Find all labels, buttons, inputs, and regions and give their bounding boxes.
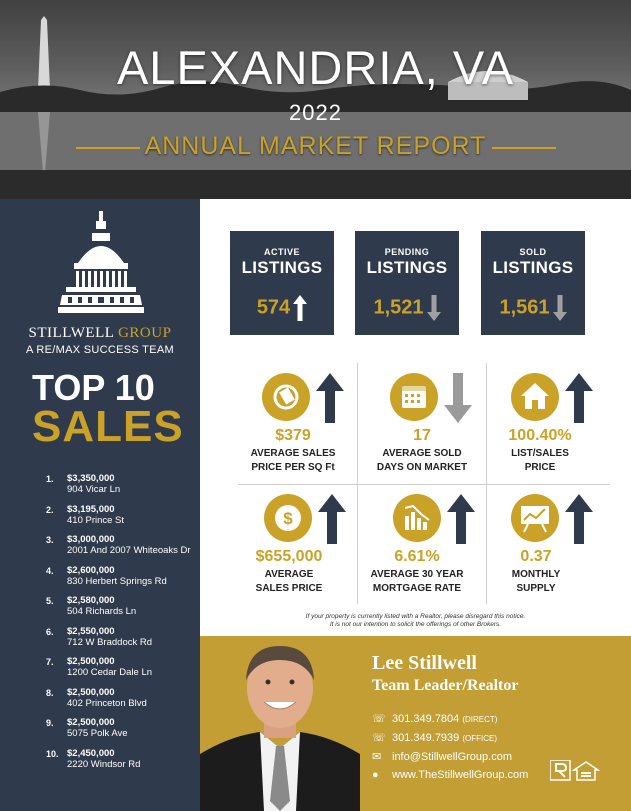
list-item [46, 534, 191, 565]
sale-rank: 8. [46, 687, 54, 698]
website-link[interactable] [372, 769, 528, 781]
listing-type: PENDING [384, 247, 430, 257]
stat-label: AVERAGE [264, 569, 314, 580]
stat-label: SUPPLY [516, 583, 556, 594]
realtor-equal-housing-logos [550, 760, 610, 782]
sale-price: $3,195,000 [67, 503, 115, 515]
pending-listings-box [355, 231, 459, 335]
stat-label: PRICE PER SQ Ft [251, 462, 335, 473]
agent-name: Lee Stillwell [372, 652, 477, 674]
stat-days-on-market [357, 427, 487, 474]
listing-label: LISTINGS [492, 258, 574, 277]
phone-office[interactable] [372, 731, 497, 744]
sale-rank: 9. [46, 718, 54, 728]
header-banner [0, 0, 631, 199]
stat-label: AVERAGE 30 YEAR [370, 569, 464, 580]
arrow-up-icon [318, 494, 346, 544]
listing-type: ACTIVE [263, 247, 300, 257]
listing-count: 1,561 [499, 296, 550, 319]
grid-divider [238, 484, 610, 485]
report-subtitle: ANNUAL MARKET REPORT [144, 132, 487, 160]
sale-address: 904 Vicar Ln [67, 484, 121, 495]
sale-address: 410 Prince St [67, 514, 125, 526]
phone-number: 301.349.7804 [392, 713, 460, 725]
arrow-down-icon [553, 295, 567, 321]
sale-rank: 4. [46, 565, 54, 576]
top-sales-heading: TOP 10 [32, 367, 155, 408]
list-item [46, 473, 191, 504]
sale-rank: 1. [46, 474, 54, 484]
agent-title: Team Leader/Realtor [372, 677, 519, 694]
listing-type: SOLD [519, 247, 547, 257]
capitol-dome-icon [58, 211, 144, 323]
bar-chart-icon [393, 494, 477, 546]
list-item [46, 717, 191, 748]
email-address: info@StillwellGroup.com [392, 751, 512, 763]
listing-label: LISTINGS [366, 258, 448, 277]
listing-count: 1,521 [373, 296, 424, 319]
sale-address: 5075 Polk Ave [67, 728, 128, 739]
sale-address: 712 W Braddock Rd [67, 636, 153, 648]
stat-label: DAYS ON MARKET [376, 462, 468, 473]
sale-price: $3,000,000 [67, 534, 115, 545]
listing-count: 574 [256, 296, 291, 319]
sale-rank: 10. [46, 748, 59, 759]
sale-address: 2001 And 2007 Whiteoaks Dr [67, 545, 191, 556]
stat-label: AVERAGE SOLD [382, 448, 462, 459]
stat-label: LIST/SALES [511, 448, 569, 459]
top-sales-heading-sales: SALES [32, 402, 184, 451]
phone-icon: ☏ [372, 713, 386, 725]
brand-name-part1: STILLWELL [28, 325, 114, 341]
arrow-down-icon [427, 295, 441, 321]
list-item [46, 565, 191, 596]
sold-listings-box [481, 231, 585, 335]
stat-mortgage-rate [352, 548, 482, 595]
top-sales-list [46, 473, 191, 778]
phone-icon: ☏ [372, 732, 386, 744]
arrow-up-icon [565, 494, 593, 544]
stat-value: $655,000 [255, 548, 323, 565]
sale-rank: 6. [46, 626, 54, 637]
sale-rank: 7. [46, 657, 54, 667]
house-icon [511, 373, 595, 425]
list-item [46, 504, 191, 535]
agent-contact-panel [200, 636, 631, 811]
list-item [46, 748, 191, 779]
stat-value: 6.61% [394, 548, 440, 565]
stat-value: 17 [413, 427, 431, 444]
stat-price-per-sqft [228, 427, 358, 474]
brand-name-part2: GROUP [113, 325, 172, 341]
sale-address: 402 Princeton Blvd [67, 697, 147, 709]
agent-photo [200, 636, 360, 811]
arrow-up-icon [316, 373, 344, 423]
sale-address: 1200 Cedar Dale Ln [67, 667, 153, 678]
listing-label: LISTINGS [241, 258, 323, 277]
sale-price: $2,600,000 [67, 564, 115, 576]
price-tag-icon [262, 373, 346, 425]
active-listings-box [230, 231, 334, 335]
left-sidebar [0, 199, 200, 811]
stat-label: MORTGAGE RATE [372, 583, 462, 594]
disclaimer-line: It is not our intention to solicit the offerings of other Brokers. [329, 621, 502, 628]
presentation-board-icon [511, 494, 595, 546]
sale-address: 830 Herbert Springs Rd [67, 575, 167, 587]
disclaimer-line: If your property is currently listed with a Realtor, please disregard this notice. [305, 613, 526, 620]
list-item [46, 595, 191, 626]
sale-price: $2,500,000 [67, 717, 115, 728]
list-item [46, 687, 191, 718]
calendar-icon [390, 373, 474, 425]
stat-label: MONTHLY [511, 569, 561, 580]
arrow-up-icon [447, 494, 475, 544]
phone-tag: (OFFICE) [462, 734, 498, 743]
stat-label: PRICE [524, 462, 556, 473]
stat-list-sales-ratio [475, 427, 605, 474]
report-year: 2022 [289, 100, 342, 125]
stat-average-sales-price [224, 548, 354, 595]
phone-direct[interactable] [372, 712, 497, 725]
sale-price: $2,500,000 [67, 656, 115, 667]
phone-tag: (DIRECT) [462, 715, 498, 724]
sale-address: 504 Richards Ln [67, 606, 137, 617]
arrow-up-icon [293, 295, 307, 321]
stat-value: 100.40% [508, 427, 572, 444]
phone-number: 301.349.7939 [392, 732, 460, 744]
disclaimer [200, 613, 631, 629]
list-item [46, 656, 191, 687]
list-item [46, 626, 191, 657]
website-url: www.TheStillwellGroup.com [392, 769, 529, 781]
sale-rank: 3. [46, 535, 54, 545]
sale-price: $2,580,000 [67, 595, 115, 606]
brand-tagline: A RE/MAX SUCCESS TEAM [26, 344, 174, 356]
stat-monthly-supply [471, 548, 601, 595]
arrow-down-icon [444, 373, 472, 423]
dollar-coin-icon [264, 494, 348, 546]
svg-text:$: $ [283, 509, 293, 528]
stat-value: $379 [275, 427, 311, 444]
sale-rank: 2. [46, 504, 54, 515]
sale-rank: 5. [46, 596, 54, 606]
sale-address: 2220 Windsor Rd [67, 758, 141, 770]
sale-price: $2,500,000 [67, 686, 115, 698]
sale-price: $2,550,000 [67, 625, 115, 637]
stat-label: SALES PRICE [255, 583, 323, 594]
stat-label: AVERAGE SALES [250, 448, 336, 459]
email-link[interactable] [372, 750, 512, 763]
stat-value: 0.37 [520, 548, 552, 565]
page-title: ALEXANDRIA, VA [116, 41, 515, 94]
brand-logo-text [0, 325, 200, 342]
globe-icon: ● [372, 769, 379, 781]
arrow-up-icon [565, 373, 593, 423]
sale-price: $2,450,000 [67, 747, 115, 759]
envelope-icon: ✉ [372, 751, 382, 763]
sale-price: $3,350,000 [67, 473, 115, 484]
